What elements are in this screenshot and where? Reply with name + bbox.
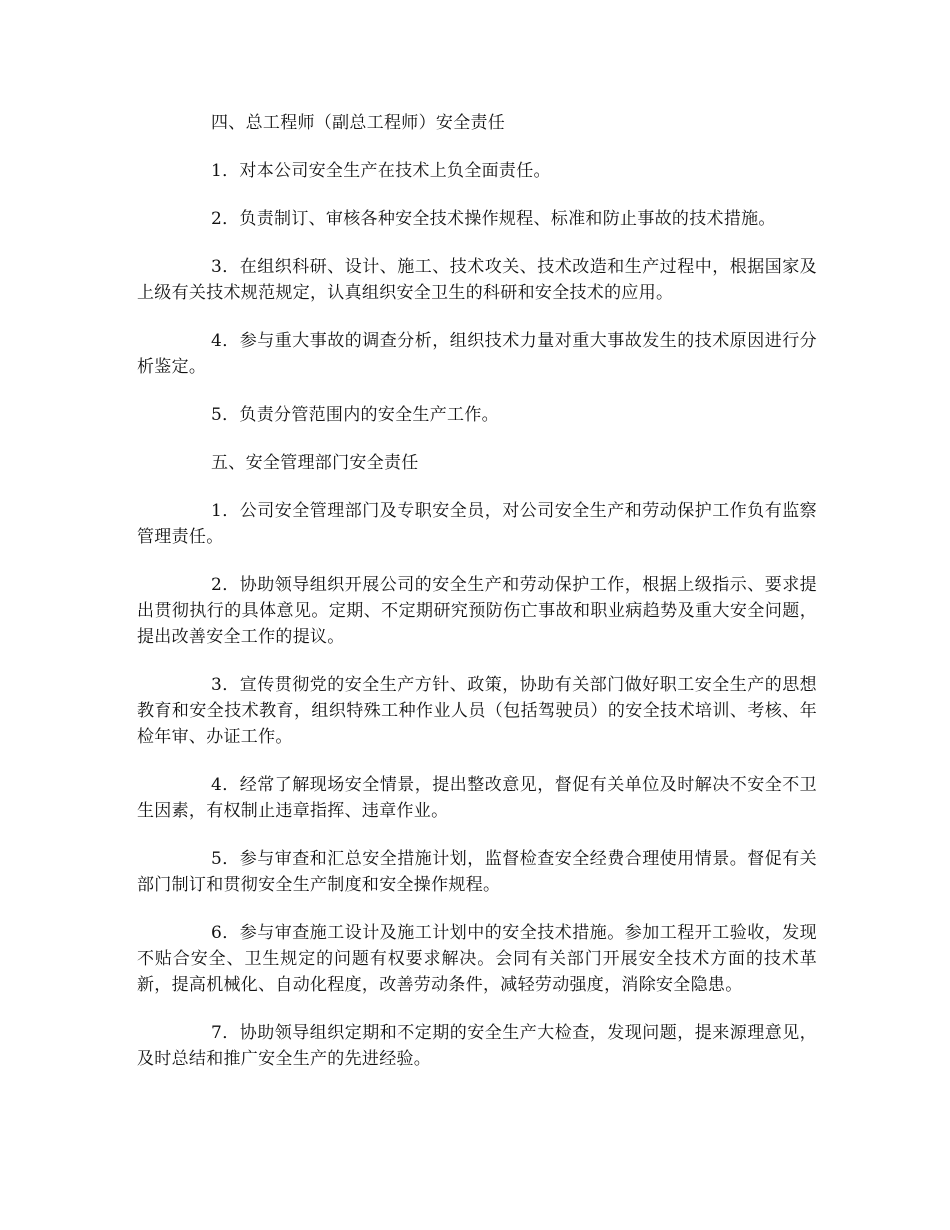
paragraph: 3．宣传贯彻党的安全生产方针、政策，协助有关部门做好职工安全生产的思想教育和安全技术教育，组织特殊工种作业人员（包括驾驶员）的安全技术培训、考核、年检年审、办证工作。	[137, 675, 817, 747]
section-heading-5: 五、安全管理部门安全责任	[211, 453, 419, 473]
paragraph: 5．参与审查和汇总安全措施计划，监督检查安全经费合理使用情景。督促有关部门制订和贯彻安全生产制度和安全操作规程。	[137, 849, 817, 895]
paragraph: 6．参与审查施工设计及施工计划中的安全技术措施。参加工程开工验收，发现不贴合安全、卫生规定的问题有权要求解决。会同有关部门开展安全技术方面的技术革新，提高机械化、自动化程度，改善劳动条件，减轻劳动强度，消除安全隐患。	[137, 923, 817, 995]
paragraph: 1．公司安全管理部门及专职安全员，对公司安全生产和劳动保护工作负有监察管理责任。	[137, 501, 817, 547]
paragraph: 2．协助领导组织开展公司的安全生产和劳动保护工作，根据上级指示、要求提出贯彻执行的具体意见。定期、不定期研究预防伤亡事故和职业病趋势及重大安全问题，提出改善安全工作的提议。	[137, 575, 817, 647]
paragraph: 2．负责制订、审核各种安全技术操作规程、标准和防止事故的技术措施。	[211, 209, 776, 229]
paragraph: 3．在组织科研、设计、施工、技术攻关、技术改造和生产过程中，根据国家及上级有关技术规范规定，认真组织安全卫生的科研和安全技术的应用。	[137, 257, 817, 303]
paragraph: 4．参与重大事故的调查分析，组织技术力量对重大事故发生的技术原因进行分析鉴定。	[137, 331, 817, 377]
paragraph: 5．负责分管范围内的安全生产工作。	[211, 405, 499, 425]
paragraph: 7．协助领导组织定期和不定期的安全生产大检查，发现问题，提来源理意见，及时总结和推广安全生产的先进经验。	[137, 1023, 817, 1069]
section-heading-4: 四、总工程师（副总工程师）安全责任	[211, 113, 506, 133]
paragraph: 4．经常了解现场安全情景，提出整改意见，督促有关单位及时解决不安全不卫生因素，有权制止违章指挥、违章作业。	[137, 775, 817, 821]
paragraph: 1．对本公司安全生产在技术上负全面责任。	[211, 161, 551, 181]
document-page	[137, 110, 817, 1094]
